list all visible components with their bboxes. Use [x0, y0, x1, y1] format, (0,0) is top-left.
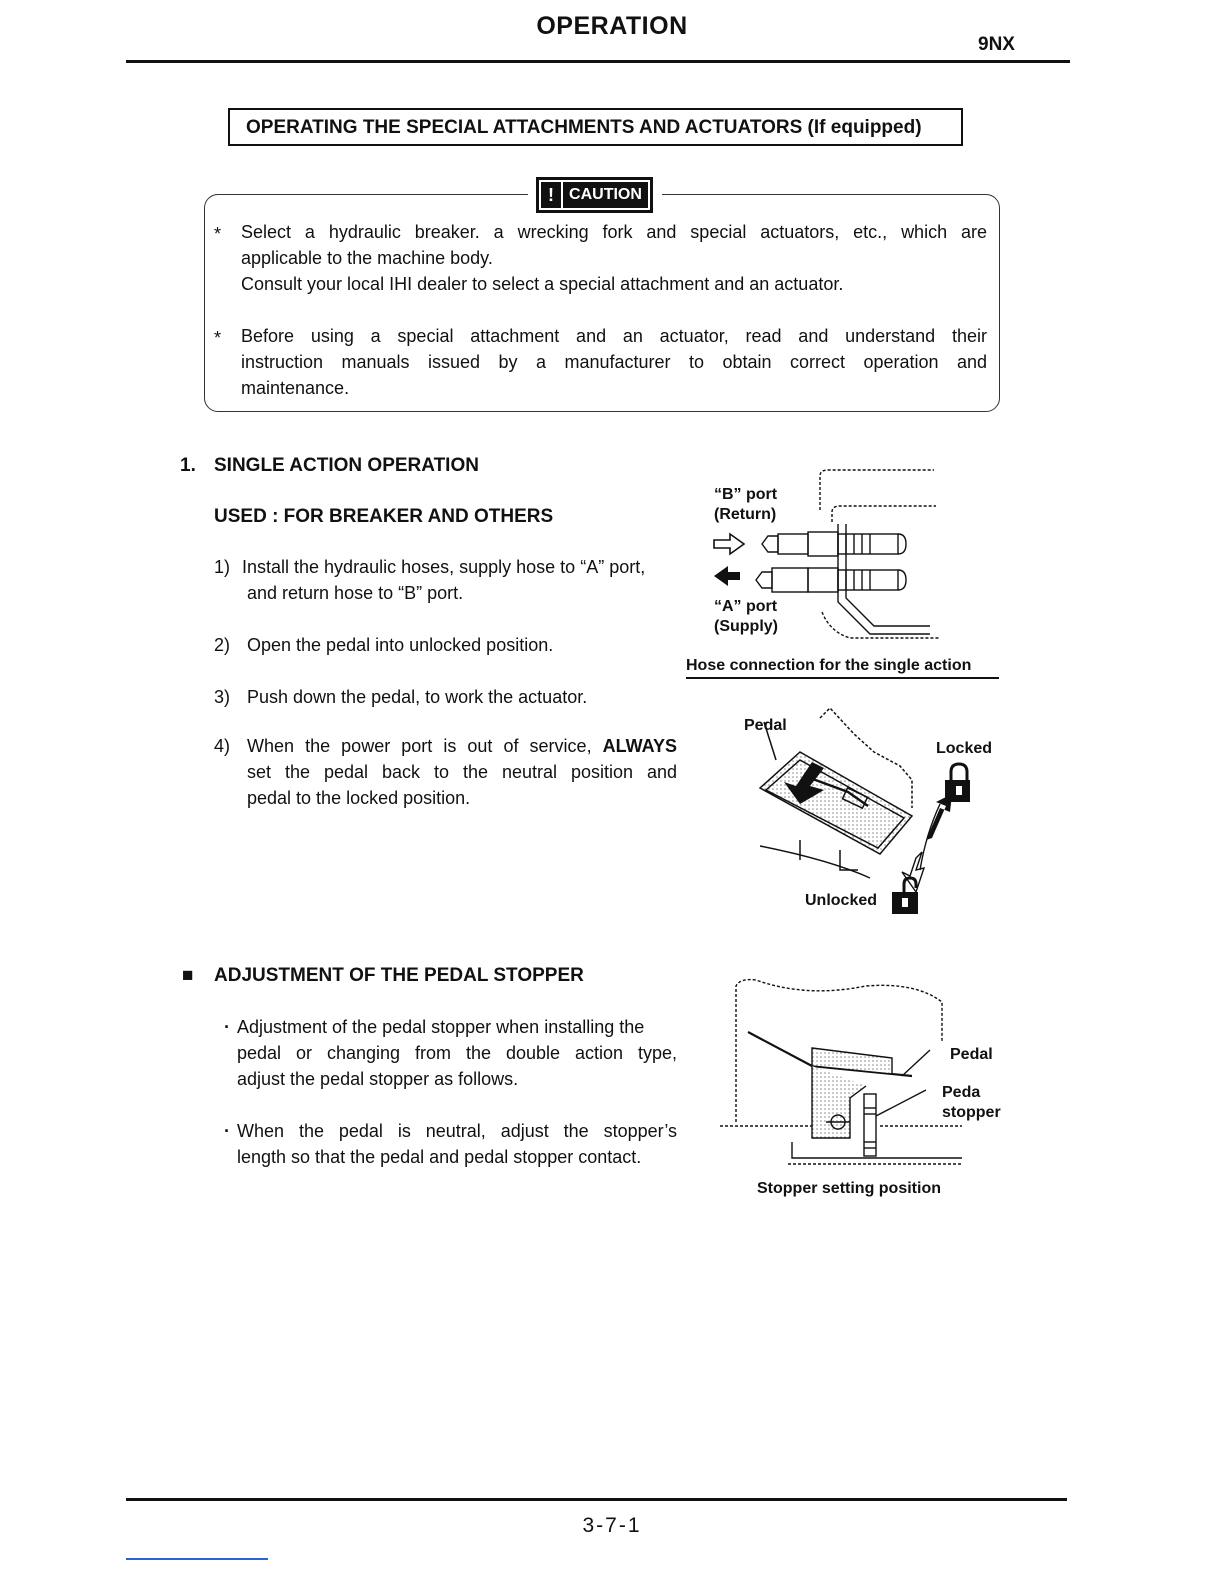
stopper-item-1-line1: Adjustment of the pedal stopper when installing the [237, 1017, 645, 1037]
page-number: 3-7-1 [582, 1514, 642, 1537]
step-4-line3: pedal to the locked position. [247, 788, 471, 808]
page-header-title: OPERATION [536, 12, 688, 40]
supply-arrow-icon [714, 566, 740, 586]
stopper-figure-stopper-label-line1: Peda [942, 1084, 981, 1101]
pedal-plate [760, 752, 912, 854]
model-code: 9NX [978, 34, 1015, 55]
stopper-figure [716, 972, 966, 1172]
used-for-line: USED : FOR BREAKER AND OTHERS [214, 506, 554, 527]
caution-badge [536, 177, 653, 213]
list-bullet: · [224, 1121, 230, 1141]
machine-outline-dashed [820, 470, 934, 510]
unlocked-label: Unlocked [805, 892, 878, 909]
step-number: 3) [214, 687, 231, 707]
caution-bullet-2-line1: Before using a special attachment and an actuator, read and understand their [241, 326, 987, 346]
stopper-figure-caption: Stopper setting position [757, 1180, 941, 1197]
step-1-line1: Install the hydraulic hoses, supply hose to “A” port, [242, 557, 646, 577]
pedal-bracket [812, 1066, 866, 1138]
warning-triangle-icon: ! [541, 182, 561, 208]
stopper-bolt [864, 1094, 876, 1156]
section-number: 1. [180, 455, 196, 476]
step-number: 1) [214, 557, 231, 577]
b-port-sublabel: (Return) [714, 506, 777, 523]
b-port-hose [838, 534, 898, 554]
section-marker: ■ [182, 965, 194, 986]
floor-line [760, 846, 870, 878]
pedal-label: Pedal [744, 717, 787, 734]
footer-rule [126, 1498, 1067, 1501]
caution-bullet-1-line1: Select a hydraulic breaker. a wrecking fork and special actuators, etc., which are [241, 222, 987, 242]
caution-bullet-1-line2: applicable to the machine body. [241, 248, 493, 268]
a-port-sublabel: (Supply) [714, 618, 778, 635]
step-1-line2: and return hose to “B” port. [247, 583, 464, 603]
step-number: 2) [214, 635, 231, 655]
locked-label: Locked [936, 740, 993, 757]
step-3-text: Push down the pedal, to work the actuator. [247, 687, 588, 707]
hose-figure-caption: Hose connection for the single action [686, 657, 999, 679]
list-bullet: · [224, 1017, 230, 1037]
stopper-item-1-line2: pedal or changing from the double action type, [237, 1043, 677, 1063]
caution-bullet-1-line3: Consult your local IHI dealer to select a special attachment and an actuator. [241, 274, 844, 294]
a-port-hose [838, 570, 898, 590]
pedal-plate [812, 1048, 892, 1074]
a-port-fitting [756, 572, 772, 588]
caution-label: CAUTION [563, 182, 648, 208]
section-title: OPERATING THE SPECIAL ATTACHMENTS AND ACTUATORS (If equipped) [228, 108, 963, 146]
step-4-line1: When the power port is out of service, ALWAYS [247, 736, 677, 756]
stopper-leader-line [876, 1090, 926, 1116]
stopper-figure-pedal-label: Pedal [950, 1046, 993, 1063]
caution-bullet-marker: * [214, 224, 222, 244]
stopper-item-2-line1: When the pedal is neutral, adjust the stopper’s [237, 1121, 677, 1141]
padlock-unlocked-icon [890, 876, 920, 916]
step-number: 4) [214, 736, 231, 756]
caution-bullet-2-line2: instruction manuals issued by a manufacturer to obtain correct operation and [241, 352, 987, 372]
footer-link-underline [126, 1558, 268, 1560]
pedal-leader-line [902, 1050, 930, 1076]
stopper-item-1-line3: adjust the pedal stopper as follows. [237, 1069, 519, 1089]
padlock-locked-icon [945, 764, 970, 802]
stopper-heading: ADJUSTMENT OF THE PEDAL STOPPER [214, 965, 584, 986]
caution-bullet-2-line3: maintenance. [241, 378, 350, 398]
header-rule [126, 60, 1070, 63]
stopper-figure-stopper-label-line2: stopper [942, 1104, 1001, 1121]
bracket-outline [838, 524, 930, 634]
stopper-item-2-line2: length so that the pedal and pedal stopper contact. [237, 1147, 642, 1167]
b-port-label: “B” port [714, 486, 778, 503]
single-action-heading: SINGLE ACTION OPERATION [214, 455, 479, 476]
caution-bullet-marker: * [214, 328, 222, 348]
b-port-fitting [762, 536, 778, 552]
return-arrow-icon [714, 534, 744, 554]
a-port-label: “A” port [714, 598, 778, 615]
step-4-line2: set the pedal back to the neutral position and [247, 762, 677, 782]
step-2-text: Open the pedal into unlocked position. [247, 635, 554, 655]
